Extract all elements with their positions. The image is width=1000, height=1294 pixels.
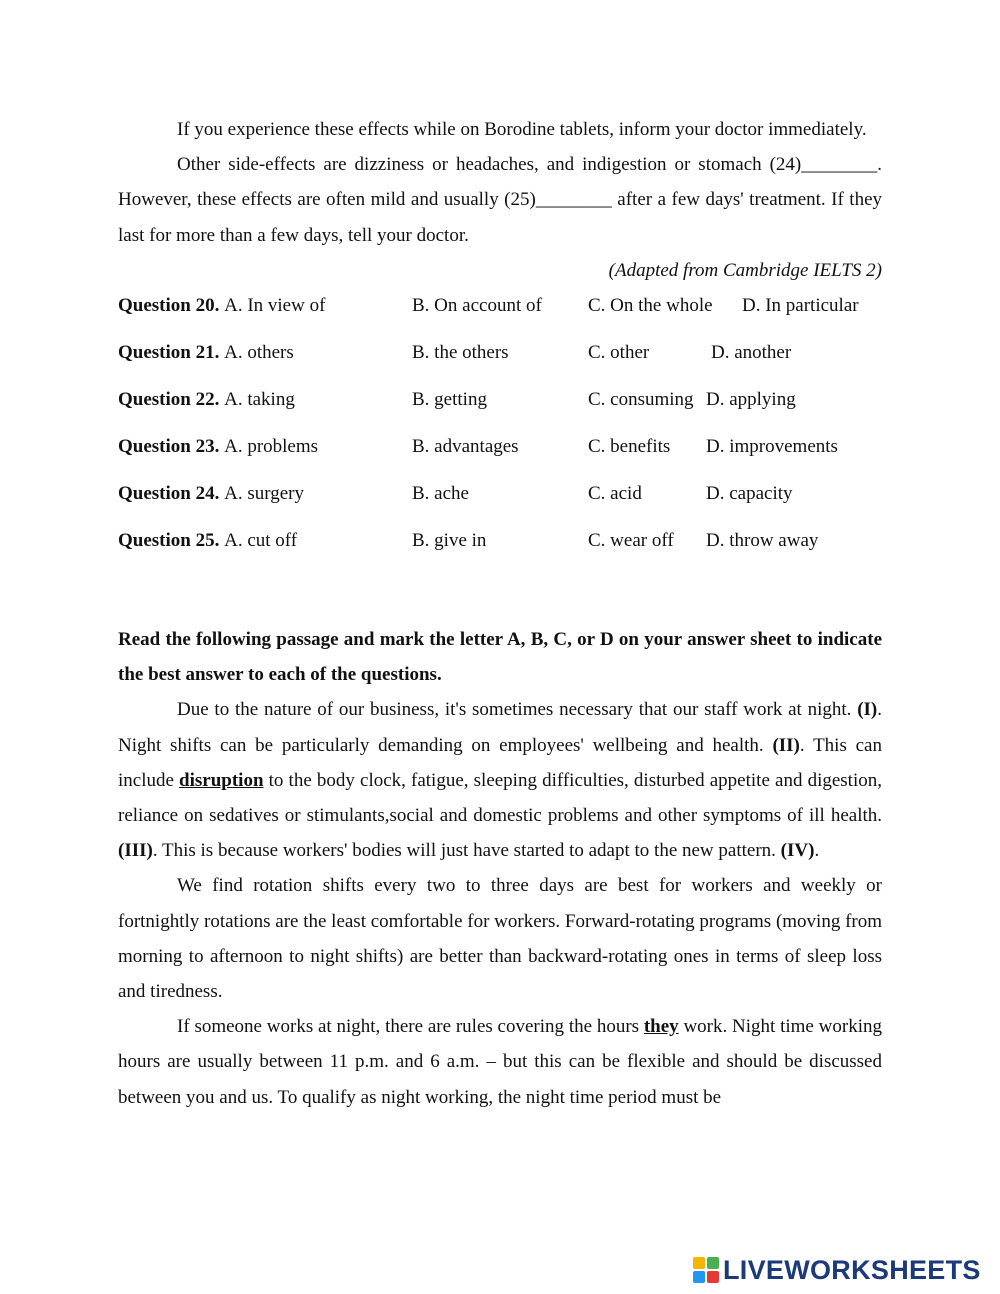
option-a[interactable]: A. surgery	[224, 482, 304, 504]
option-a[interactable]: A. others	[224, 341, 294, 363]
section-instruction: Read the following passage and mark the letter A, B, C, or D on your answer sheet to indicate the best answer to each of the questions.	[118, 629, 882, 686]
question-row	[118, 329, 882, 376]
question-row	[118, 376, 882, 423]
option-d[interactable]: D. In particular	[742, 294, 859, 316]
gap-marker-i: (I)	[857, 699, 878, 721]
gap-marker-ii: (II)	[772, 734, 800, 756]
question-label: Question 21.	[118, 341, 220, 363]
text-run: Due to the nature of our business, it's sometimes necessary that our staff work at night.	[177, 699, 858, 721]
passage-paragraph: If you experience these effects while on Borodine tablets, inform your doctor immediately.	[177, 119, 867, 140]
text-run: . This is because workers' bodies will just have started to adapt to the new pattern.	[152, 840, 781, 862]
question-label: Question 24.	[118, 482, 220, 504]
option-a[interactable]: A. In view of	[224, 294, 326, 316]
option-b[interactable]: B. give in	[412, 529, 487, 551]
option-d[interactable]: D. improvements	[706, 435, 838, 457]
option-d[interactable]: D. capacity	[706, 482, 793, 504]
option-b[interactable]: B. getting	[412, 388, 487, 410]
text-run: work. Night time working hours are usually between 11 p.m. and 6 a.m. – but this can be flexible and should be discussed between you and us. To qualify as night working, the night time period must be	[118, 1016, 882, 1108]
option-d[interactable]: D. another	[711, 341, 792, 363]
logo-square	[693, 1271, 705, 1283]
passage-paragraph: We find rotation shifts every two to three days are best for workers and weekly or fortnightly rotations are the least comfortable for workers. Forward-rotating programs (moving from morning to afternoon to night shifts) are better than backward-rotating ones in terms of sleep loss and tiredness.	[118, 875, 883, 1003]
source-citation: (Adapted from Cambridge IELTS 2)	[608, 259, 882, 281]
logo-square	[693, 1257, 705, 1269]
gap-marker-iii: (III)	[118, 840, 153, 862]
option-b[interactable]: B. ache	[412, 482, 469, 504]
option-d[interactable]: D. throw away	[706, 529, 819, 551]
option-c[interactable]: C. consuming	[588, 388, 694, 410]
gap-marker-iv: (IV)	[780, 840, 815, 862]
passage-paragraph	[118, 692, 882, 868]
option-c[interactable]: C. wear off	[588, 529, 674, 551]
option-b[interactable]: B. the others	[412, 341, 509, 363]
liveworksheets-logo	[693, 1252, 993, 1288]
option-a[interactable]: A. problems	[224, 435, 319, 457]
question-row	[118, 517, 882, 564]
option-a[interactable]: A. cut off	[224, 529, 298, 551]
passage-paragraph: Other side-effects are dizziness or headaches, and indigestion or stomach (24)________. However, these effects are often mild and usually (25)________ after a few days' treatment. If they last for more than a few days, tell your doctor.	[118, 154, 882, 246]
question-label: Question 23.	[118, 435, 220, 457]
option-a[interactable]: A. taking	[224, 388, 295, 410]
option-c[interactable]: C. On the whole	[588, 294, 713, 316]
question-row	[118, 470, 882, 517]
option-c[interactable]: C. other	[588, 341, 650, 363]
question-label: Question 20.	[118, 294, 220, 316]
text-run: . Night shifts can be particularly demanding on employees' wellbeing and health.	[118, 699, 882, 756]
logo-text: LIVEWORKSHEETS	[723, 1254, 981, 1285]
question-row	[118, 282, 882, 329]
question-label: Question 22.	[118, 388, 220, 410]
option-d[interactable]: D. applying	[706, 388, 796, 410]
highlighted-word-they: they	[643, 1016, 679, 1038]
option-c[interactable]: C. benefits	[588, 435, 671, 457]
text-run: .	[814, 840, 820, 862]
question-label: Question 25.	[118, 529, 220, 551]
logo-square	[707, 1271, 719, 1283]
logo-mark-icon	[693, 1257, 719, 1283]
question-list	[118, 282, 882, 564]
question-row	[118, 423, 882, 470]
option-b[interactable]: B. advantages	[412, 435, 519, 457]
section-spacer	[118, 564, 882, 622]
passage-paragraph	[118, 1009, 882, 1115]
text-run: . This can include	[118, 734, 882, 791]
text-run: If someone works at night, there are rules covering the hours	[177, 1016, 644, 1038]
document-page	[118, 112, 882, 1115]
logo-square	[707, 1257, 719, 1269]
option-b[interactable]: B. On account of	[412, 294, 542, 316]
option-c[interactable]: C. acid	[588, 482, 642, 504]
highlighted-word-disruption: disruption	[179, 769, 264, 791]
text-run: to the body clock, fatigue, sleeping difficulties, disturbed appetite and digestion, reliance on sedatives or stimulants,social and domestic problems and other symptoms of ill health.	[118, 769, 882, 827]
